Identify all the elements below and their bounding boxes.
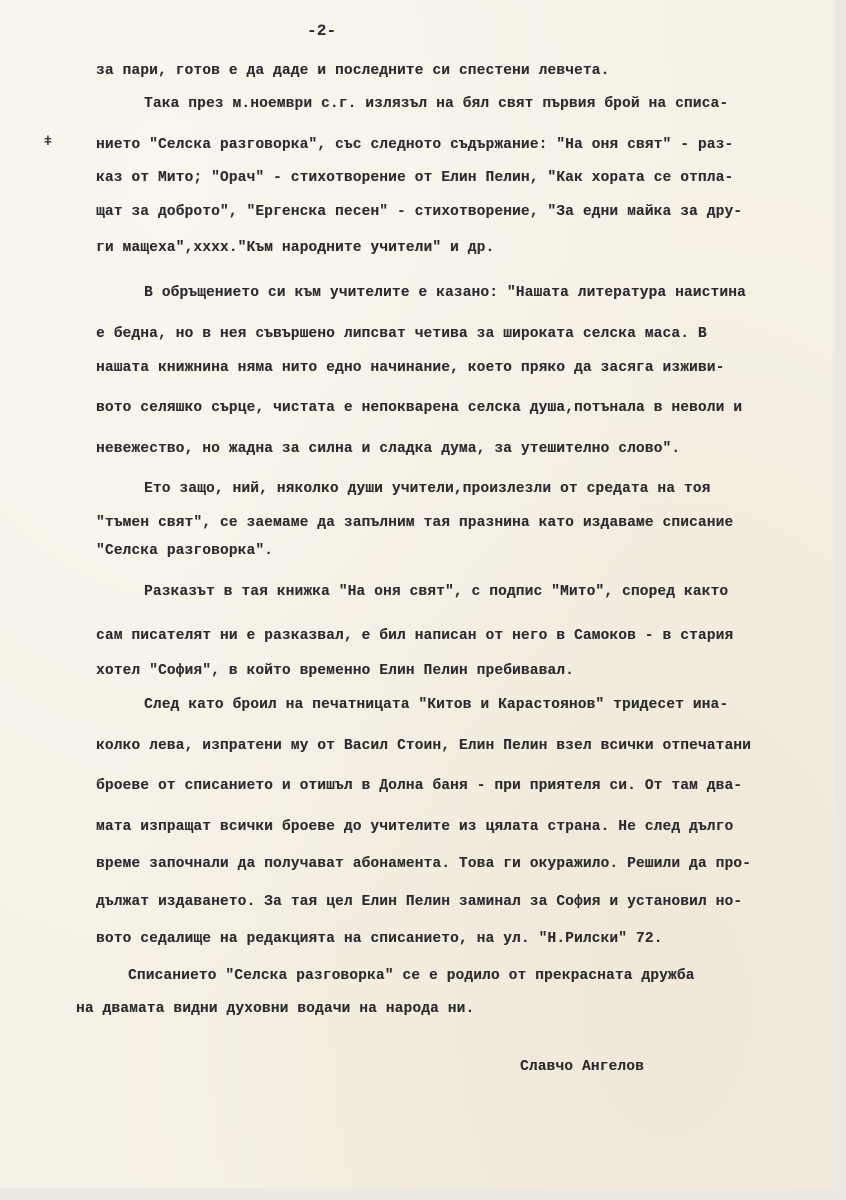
text-line: каз от Мито; "Орач" - стихотворение от Елин Пелин, "Как хората се отпла- — [96, 170, 734, 186]
text-line: "тъмен свят", се заемаме да запълним тая празнина като издаваме списание — [96, 515, 734, 531]
page-number: -2- — [307, 22, 337, 40]
text-line: хотел "София", в който временно Елин Пелин пребивавал. — [96, 663, 574, 679]
text-line: време започнали да получават абонамента. Това ги окуражило. Решили да про- — [96, 856, 752, 872]
text-line: е бедна, но в нея съвършено липсват четива за широката селска маса. В — [96, 326, 707, 342]
text-line: на двамата видни духовни водачи на народа ни. — [76, 1001, 475, 1017]
text-line: щат за доброто", "Ергенска песен" - стихотворение, "За едни майка за дру- — [96, 204, 743, 220]
text-line: невежество, но жадна за силна и сладка дума, за утешително слово". — [96, 441, 681, 457]
text-line: нието "Селска разговорка", със следното съдържание: "На оня свят" - раз- — [96, 137, 734, 153]
text-line: Ето защо, ний, няколко души учители,произлезли от средата на тоя — [144, 481, 711, 497]
text-line: След като броил на печатницата "Китов и Карастоянов" тридесет ина- — [144, 697, 729, 713]
text-line: колко лева, изпратени му от Васил Стоин, Елин Пелин взел всички отпечатани — [96, 738, 752, 754]
text-line: дължат издаването. За тая цел Елин Пелин заминал за София и установил но- — [96, 894, 743, 910]
scan-edge-bottom — [0, 1188, 846, 1200]
text-line: сам писателят ни е разказвал, е бил написан от него в Самоков - в стария — [96, 628, 734, 644]
text-line: Разказът в тая книжка "На оня свят", с подпис "Мито", според както — [144, 584, 729, 600]
signature: Славчо Ангелов — [520, 1059, 644, 1075]
text-line: мата изпращат всички броеве до учителите из цялата страна. Не след дълго — [96, 819, 734, 835]
text-line: "Селска разговорка". — [96, 543, 274, 559]
text-line: вото седалище на редакцията на списанието, на ул. "Н.Рилски" 72. — [96, 931, 663, 947]
text-line: за пари, готов е да даде и последните си спестени левчета. — [96, 63, 610, 79]
margin-mark: ǂ — [44, 134, 52, 149]
text-line: В обръщението си към учителите е казано: "Нашата литература наистина — [144, 285, 746, 301]
text-line: Списанието "Селска разговорка" се е родило от прекрасната дружба — [128, 968, 695, 984]
text-line: Така през м.ноември с.г. излязъл на бял свят първия брой на списа- — [144, 96, 729, 112]
scan-edge-right — [834, 0, 846, 1200]
text-line: ги мащеха",xxxx."Към народните учители" и др. — [96, 240, 495, 256]
text-line: вото селяшко сърце, чистата е непокварена селска душа,потънала в неволи и — [96, 400, 743, 416]
text-line: нашата книжнина няма нито едно начинание, което пряко да засяга изживи- — [96, 360, 725, 376]
text-line: броеве от списанието и отишъл в Долна баня - при приятеля си. От там два- — [96, 778, 743, 794]
